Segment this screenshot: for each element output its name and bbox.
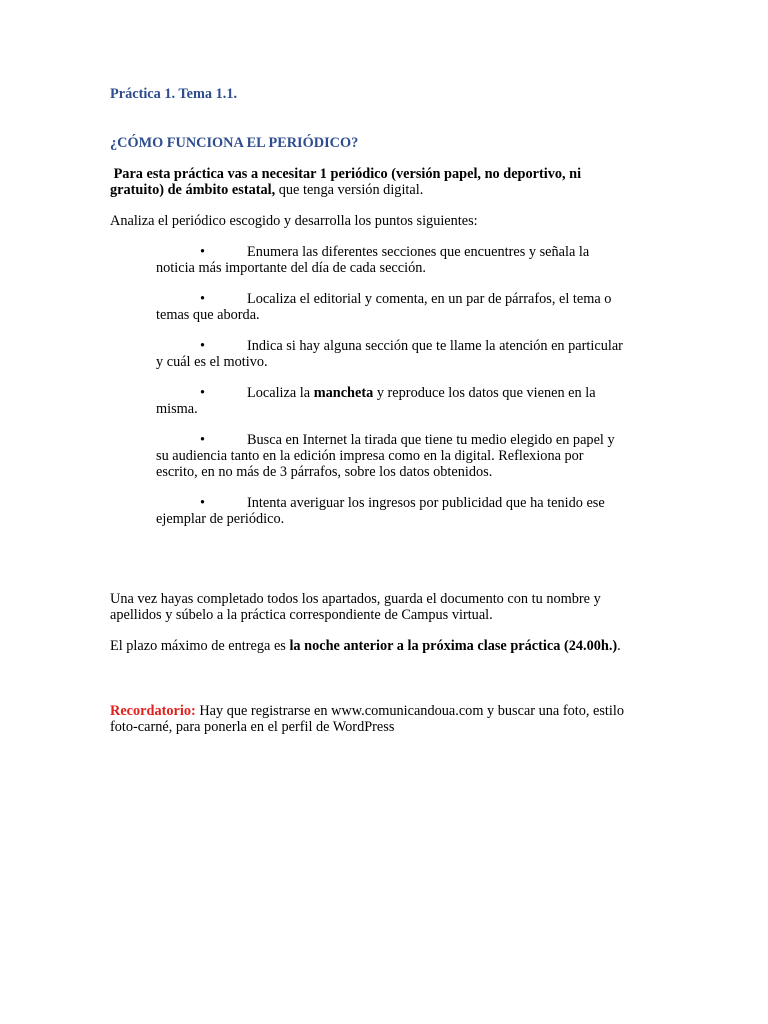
list-item-rest: misma.	[156, 401, 198, 417]
bullet-icon: •	[200, 495, 206, 511]
list-item-rest: ejemplar de periódico.	[156, 511, 285, 527]
intro-bold-text: Para esta práctica vas a necesitar 1 periódico (versión papel, no deportivo, ni gratuito) de ámbito estatal,	[110, 166, 582, 198]
intro-normal-text: que tenga versión digital.	[275, 182, 424, 198]
list-item-text-before: Localiza la	[247, 385, 314, 401]
list-item-rest: noticia más importante del día de cada sección.	[156, 260, 426, 276]
list-item-first-line: Indica si hay alguna sección que te llame la atención en particular	[247, 338, 623, 354]
list-item-first-line: Localiza el editorial y comenta, en un par de párrafos, el tema o	[247, 291, 612, 307]
page-subtitle: ¿CÓMO FUNCIONA EL PERIÓDICO?	[110, 135, 359, 151]
bullet-icon: •	[200, 338, 206, 354]
list-item-text-after: y reproduce los datos que vienen en la	[373, 385, 596, 401]
list-item-first-line: Busca en Internet la tirada que tiene tu medio elegido en papel y	[247, 432, 615, 448]
mancheta-term: mancheta	[313, 385, 374, 401]
deadline-text-after: .	[617, 638, 621, 654]
list-item-first-line	[247, 385, 596, 401]
bullet-icon: •	[200, 432, 206, 448]
closing-paragraph: Una vez hayas completado todos los apartados, guarda el documento con tu nombre y apellidos y súbelo a la práctica correspondiente de Campus virtual.	[110, 591, 601, 623]
list-item	[156, 432, 616, 480]
reminder-text: Hay que registrarse en www.comunicandoua.com y buscar una foto, estilo foto-carné, para ponerla en el perfil de WordPress	[110, 703, 624, 735]
list-item-first-line: Intenta averiguar los ingresos por publicidad que ha tenido ese	[247, 495, 605, 511]
list-item	[156, 338, 626, 370]
bullet-icon: •	[200, 244, 206, 260]
list-item	[156, 495, 626, 527]
reminder-paragraph	[110, 703, 630, 735]
deadline-paragraph	[110, 638, 630, 654]
instruction-paragraph: Analiza el periódico escogido y desarrolla los puntos siguientes:	[110, 213, 478, 229]
list-item	[156, 385, 626, 417]
list-item-rest: temas que aborda.	[156, 307, 260, 323]
reminder-label: Recordatorio:	[110, 703, 196, 719]
deadline-text-before: El plazo máximo de entrega es	[110, 638, 290, 654]
list-item-rest: su audiencia tanto en la edición impresa como en la digital. Reflexiona por escrito, en no más de 3 párrafos, sobre los datos obtenidos.	[156, 448, 584, 480]
list-item	[156, 291, 626, 323]
list-item-rest: y cuál es el motivo.	[156, 354, 268, 370]
page-title: Práctica 1. Tema 1.1.	[110, 86, 238, 102]
deadline-bold-text: la noche anterior a la próxima clase práctica (24.00h.)	[289, 638, 618, 654]
list-item-first-line: Enumera las diferentes secciones que encuentres y señala la	[247, 244, 590, 260]
bullet-icon: •	[200, 385, 206, 401]
bullet-icon: •	[200, 291, 206, 307]
intro-paragraph	[110, 166, 600, 198]
list-item	[156, 244, 626, 276]
